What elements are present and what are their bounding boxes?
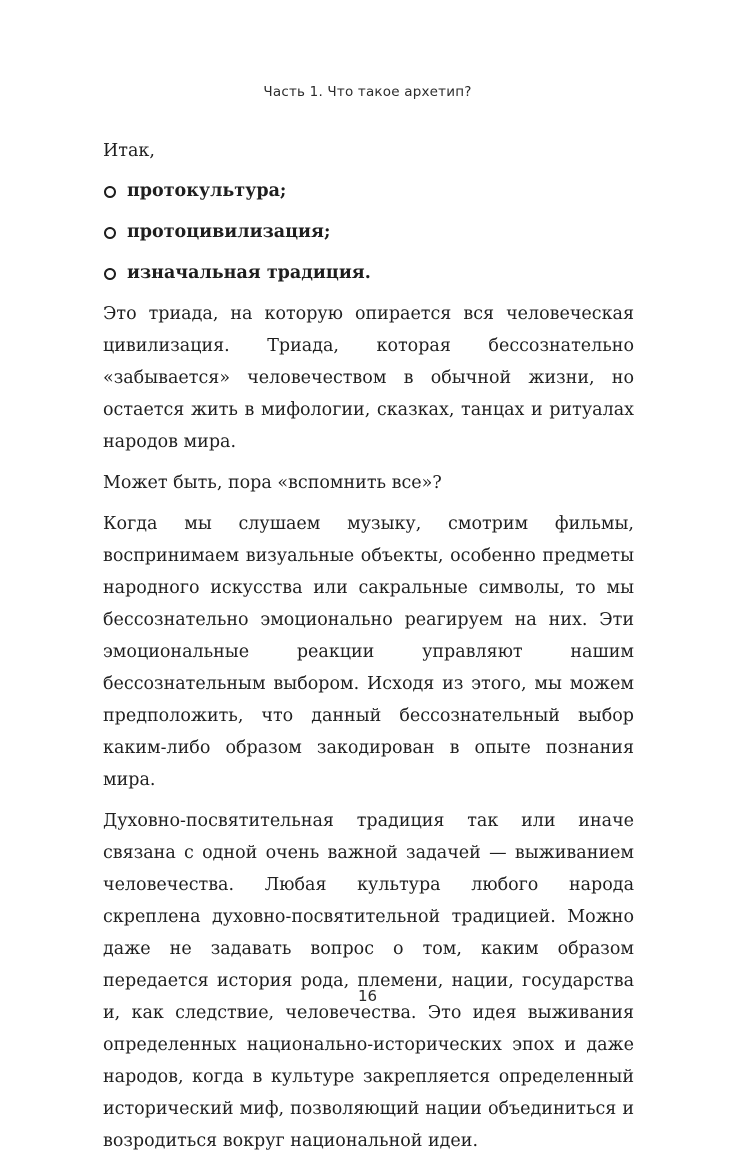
list-item-text: изначальная традиция. <box>127 263 371 283</box>
running-header: Часть 1. Что такое архетип? <box>263 84 472 100</box>
circle-bullet-icon <box>104 186 116 198</box>
list-item-text: протокультура; <box>127 181 287 201</box>
paragraph: Это триада, на которую опирается вся человеческая цивилизация. Триада, которая бессознательно «забывается» человечеством в обычной жизни, но остается жить в мифологии, сказках, танцах и ритуалах народов мира. <box>103 304 634 452</box>
page-number: 16 <box>357 987 378 1005</box>
intro-line: Итак, <box>103 141 155 161</box>
paragraph: Когда мы слушаем музыку, смотрим фильмы, воспринимаем визуальные объекты, особенно предметы народного искусства или сакральные символы, то мы бессознательно эмоционально реагируем на них. Эти эмоциональные реакции управляют нашим бессознательным выбором. Исходя из этого, мы можем предположить, что данный бессознательный выбор каким-либо образом закодирован в опыте познания мира. <box>103 514 634 790</box>
list-item <box>103 175 634 207</box>
circle-bullet-icon <box>104 227 116 239</box>
bullet-list <box>103 175 634 289</box>
list-item <box>103 257 634 289</box>
page-body <box>103 135 634 1166</box>
paragraph: Духовно-посвятительная традиция так или иначе связана с одной очень важной задачей — выживанием человечества. Любая культура любого народа скреплена духовно-посвятительной традицией. Можно даже не задавать вопрос о том, каким образом передается история рода, племени, нации, государства и, как следствие, человечества. Это идея выживания определенных национально-исторических эпох и даже народов, когда в культуре закрепляется определенный исторический миф, позволяющий нации объединиться и возродиться вокруг национальной идеи. <box>103 811 634 1151</box>
list-item <box>103 216 634 248</box>
paragraph: Может быть, пора «вспомнить все»? <box>103 473 442 493</box>
circle-bullet-icon <box>104 268 116 280</box>
list-item-text: протоцивилизация; <box>127 222 331 242</box>
